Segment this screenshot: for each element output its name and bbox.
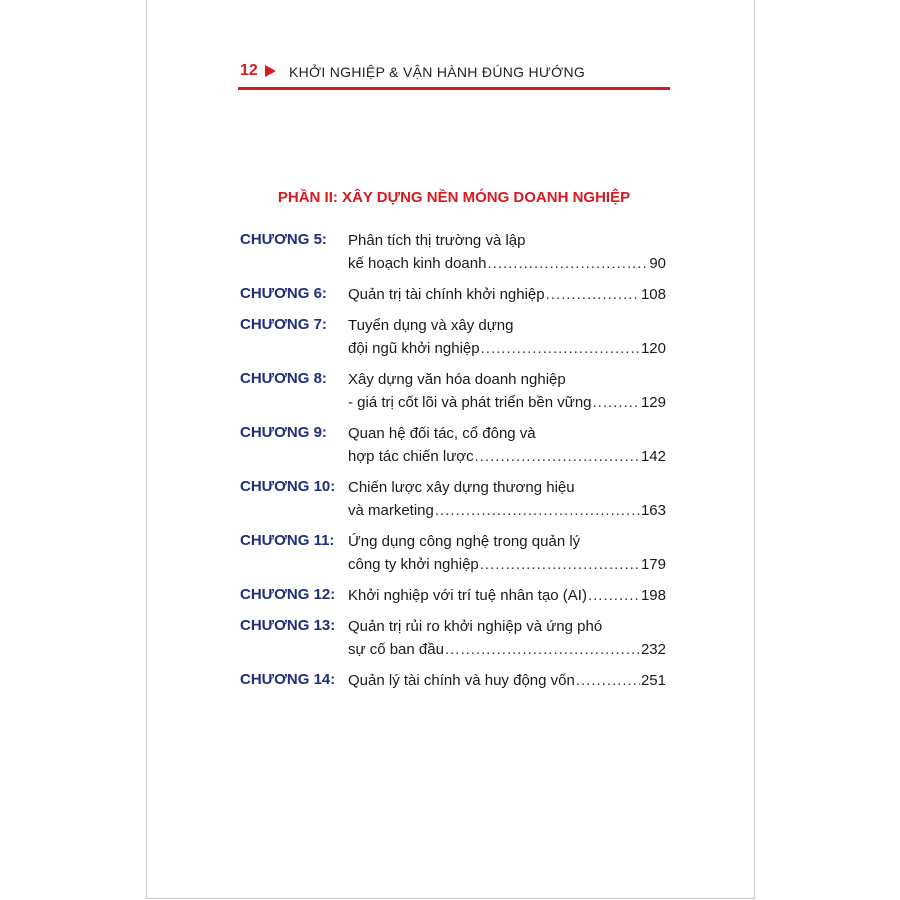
- chapter-title-line: hợp tác chiến lược: [348, 448, 474, 465]
- chapter-title-line: Ứng dụng công nghệ trong quản lý: [348, 533, 581, 550]
- chapter-label: CHƯƠNG 7:: [240, 316, 327, 333]
- chapter-title: [348, 476, 666, 522]
- chapter-label: CHƯƠNG 10:: [240, 478, 336, 495]
- chapter-title: [348, 669, 666, 692]
- header-rule: [238, 87, 670, 90]
- chapter-title-last-line: [348, 669, 666, 692]
- chapter-title-last-line: [348, 445, 666, 468]
- dot-leader: [487, 252, 648, 275]
- chapter-label: CHƯƠNG 5:: [240, 231, 327, 248]
- chapter-title: [348, 584, 666, 607]
- chapter-title: [348, 530, 666, 576]
- toc-entry: [240, 283, 666, 306]
- toc-entry: [240, 584, 666, 607]
- page-ref: 108: [640, 286, 666, 303]
- page-header: [238, 60, 670, 90]
- dot-leader: [593, 391, 640, 414]
- chapter-label: CHƯƠNG 8:: [240, 370, 327, 387]
- chapter-label: CHƯƠNG 12:: [240, 586, 336, 603]
- page-ref: 129: [640, 394, 666, 411]
- dot-leader: [588, 584, 640, 607]
- chapter-title-line: đội ngũ khởi nghiệp: [348, 340, 480, 357]
- chapter-title-line: Quản lý tài chính và huy động vốn: [348, 672, 575, 689]
- chapter-label: CHƯƠNG 14:: [240, 671, 336, 688]
- chapter-label: CHƯƠNG 11:: [240, 532, 335, 549]
- chapter-title-last-line: [348, 252, 666, 275]
- chapter-title-last-line: [348, 584, 666, 607]
- chapter-title-last-line: [348, 391, 666, 414]
- toc-entry: [240, 669, 666, 692]
- toc-entry: [240, 615, 666, 661]
- page-ref: 179: [640, 556, 666, 573]
- toc-entry: [240, 422, 666, 468]
- toc-entry: [240, 229, 666, 275]
- chapter-label: CHƯƠNG 6:: [240, 285, 327, 302]
- chapter-title-line: Tuyển dụng và xây dựng: [348, 317, 514, 334]
- dot-leader: [576, 669, 640, 692]
- chapter-title-last-line: [348, 337, 666, 360]
- page-ref: 142: [640, 448, 666, 465]
- toc-entry: [240, 314, 666, 360]
- page-ref: 198: [640, 587, 666, 604]
- chapter-label: CHƯƠNG 13:: [240, 617, 336, 634]
- chapter-title: [348, 314, 666, 360]
- page-ref: 120: [640, 340, 666, 357]
- chapter-title: [348, 283, 666, 306]
- table-of-contents: [240, 229, 666, 692]
- chapter-title-last-line: [348, 283, 666, 306]
- chapter-title-line: công ty khởi nghiệp: [348, 556, 479, 573]
- dot-leader: [546, 283, 640, 306]
- dot-leader: [445, 638, 640, 661]
- chapter-title-line: và marketing: [348, 502, 434, 519]
- toc-entry: [240, 368, 666, 414]
- chapter-title-line: Khởi nghiệp với trí tuệ nhân tạo (AI): [348, 587, 587, 604]
- chapter-label: CHƯƠNG 9:: [240, 424, 327, 441]
- page-number: 12: [240, 62, 258, 79]
- page-ref: 90: [649, 255, 666, 272]
- toc-entry: [240, 476, 666, 522]
- toc-entry: [240, 530, 666, 576]
- dot-leader: [475, 445, 640, 468]
- chapter-title-line: Xây dựng văn hóa doanh nghiệp: [348, 371, 566, 388]
- dot-leader: [435, 499, 640, 522]
- chapter-title-last-line: [348, 553, 666, 576]
- part-title: PHẦN II: XÂY DỰNG NỀN MÓNG DOANH NGHIỆP: [277, 189, 631, 206]
- dot-leader: [481, 337, 640, 360]
- page-ref: 232: [640, 641, 666, 658]
- chapter-title-last-line: [348, 499, 666, 522]
- chapter-title-line: Chiến lược xây dựng thương hiệu: [348, 479, 575, 496]
- chapter-title-line: sự cố ban đầu: [348, 641, 444, 658]
- chapter-title: [348, 422, 666, 468]
- chapter-title-line: Quản trị rủi ro khởi nghiệp và ứng phó: [348, 618, 603, 635]
- dot-leader: [480, 553, 640, 576]
- chapter-title: [348, 229, 666, 275]
- chapter-title-line: Quan hệ đối tác, cổ đông và: [348, 425, 536, 442]
- chapter-title-line: - giá trị cốt lõi và phát triển bền vững: [348, 394, 592, 411]
- chapter-title-line: Quản trị tài chính khởi nghiệp: [348, 286, 545, 303]
- chapter-title: [348, 615, 666, 661]
- page-ref: 163: [640, 502, 666, 519]
- chapter-title-line: kế hoạch kinh doanh: [348, 255, 487, 272]
- chapter-title-line: Phân tích thị trường và lập: [348, 232, 526, 249]
- chapter-title-last-line: [348, 638, 666, 661]
- running-title: KHỞI NGHIỆP & VẬN HÀNH ĐÚNG HƯỚNG: [289, 64, 586, 80]
- play-arrow-icon: [265, 65, 276, 77]
- chapter-title: [348, 368, 666, 414]
- page-ref: 251: [640, 672, 666, 689]
